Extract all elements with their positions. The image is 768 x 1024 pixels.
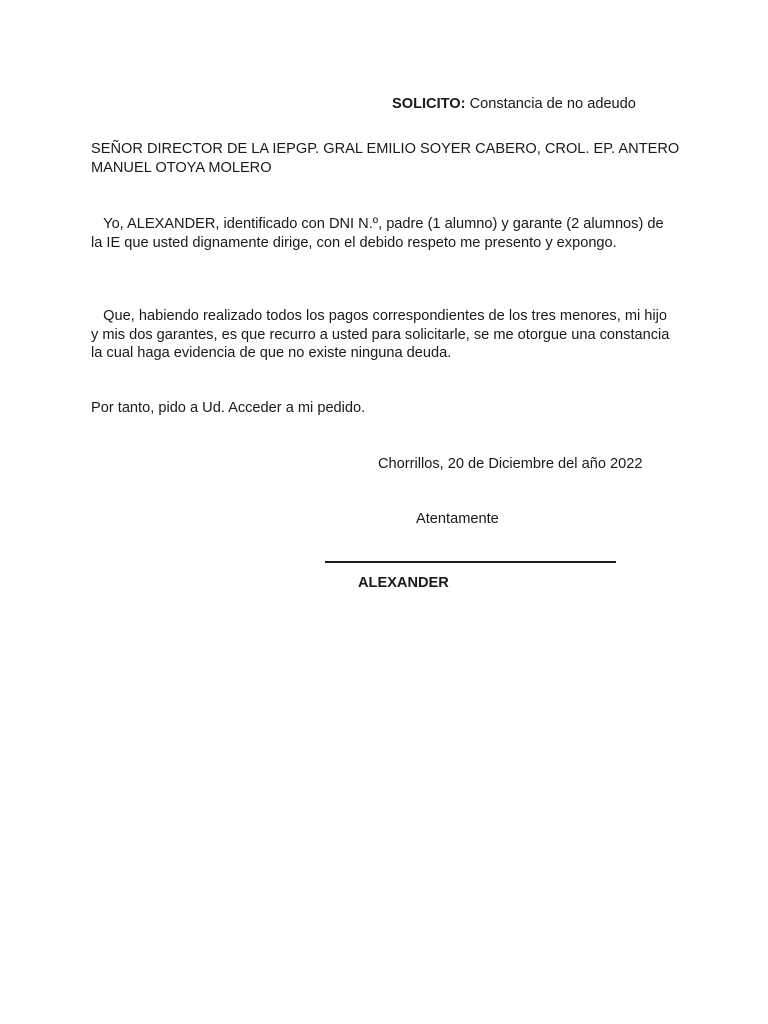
closing: Atentamente [416, 511, 499, 527]
body-paragraph-2: Que, habiendo realizado todos los pagos correspondientes de los tres menores, mi hijo y mis dos garantes, es que recurro a usted para solicitarle, se me otorgue una constancia la cual haga evidencia de que no existe ninguna deuda. [91, 308, 674, 361]
body-paragraph-3: Por tanto, pido a Ud. Acceder a mi pedido. [91, 400, 366, 416]
signature-name: ALEXANDER [358, 575, 449, 591]
place-date: Chorrillos, 20 de Diciembre del año 2022 [378, 456, 643, 472]
subject-line [392, 95, 636, 114]
subject-label: SOLICITO: [392, 96, 466, 112]
subject-text: Constancia de no adeudo [465, 96, 636, 112]
addressee: SEÑOR DIRECTOR DE LA IEPGP. GRAL EMILIO SOYER CABERO, CROL. EP. ANTERO MANUEL OTOYA MOLERO [91, 141, 680, 176]
signature-line [325, 561, 616, 563]
body-paragraph-1: Yo, ALEXANDER, identificado con DNI N.º, padre (1 alumno) y garante (2 alumnos) de la IE que usted dignamente dirige, con el debido respeto me presento y expongo. [91, 216, 668, 251]
